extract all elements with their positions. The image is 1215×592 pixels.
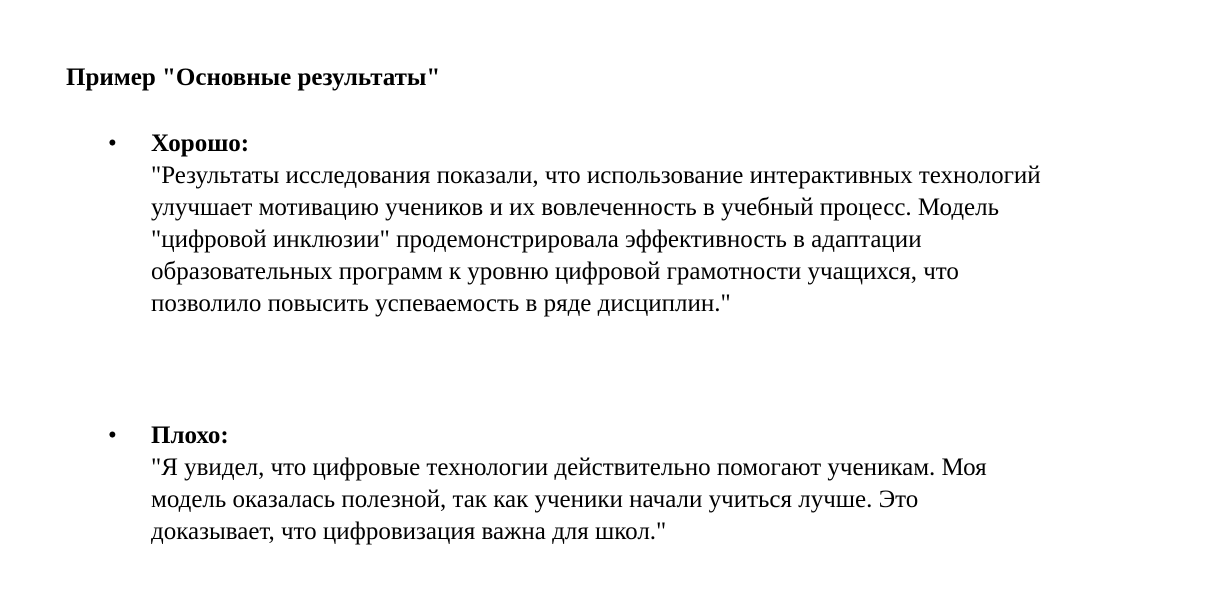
text-line: образовательных программ к уровню цифровой грамотности учащихся, что <box>151 258 959 285</box>
text-line: "Результаты исследования показали, что использование интерактивных технологий <box>151 162 1041 189</box>
text-line: позволило повысить успеваемость в ряде дисциплин." <box>151 290 731 317</box>
bullet-icon: • <box>108 130 117 157</box>
text-line: улучшает мотивацию учеников и их вовлеченность в учебный процесс. Модель <box>151 194 1000 221</box>
list-item-body <box>151 420 1191 548</box>
text-line: доказывает, что цифровизация важна для школ." <box>151 518 667 545</box>
item-text-good <box>151 160 1191 320</box>
text-line: "цифровой инклюзии" продемонстрировала эффективность в адаптации <box>151 226 922 253</box>
text-line: модель оказалась полезной, так как ученики начали учиться лучше. Это <box>151 486 919 513</box>
bullet-icon: • <box>108 422 117 449</box>
item-label-bad: Плохо: <box>151 422 229 449</box>
page-title: Пример "Основные результаты" <box>66 64 441 91</box>
text-line: "Я увидел, что цифровые технологии действительно помогают ученикам. Моя <box>151 454 987 481</box>
list-item-body <box>151 128 1191 320</box>
item-label-good: Хорошо: <box>151 130 250 157</box>
item-text-bad <box>151 452 1191 548</box>
